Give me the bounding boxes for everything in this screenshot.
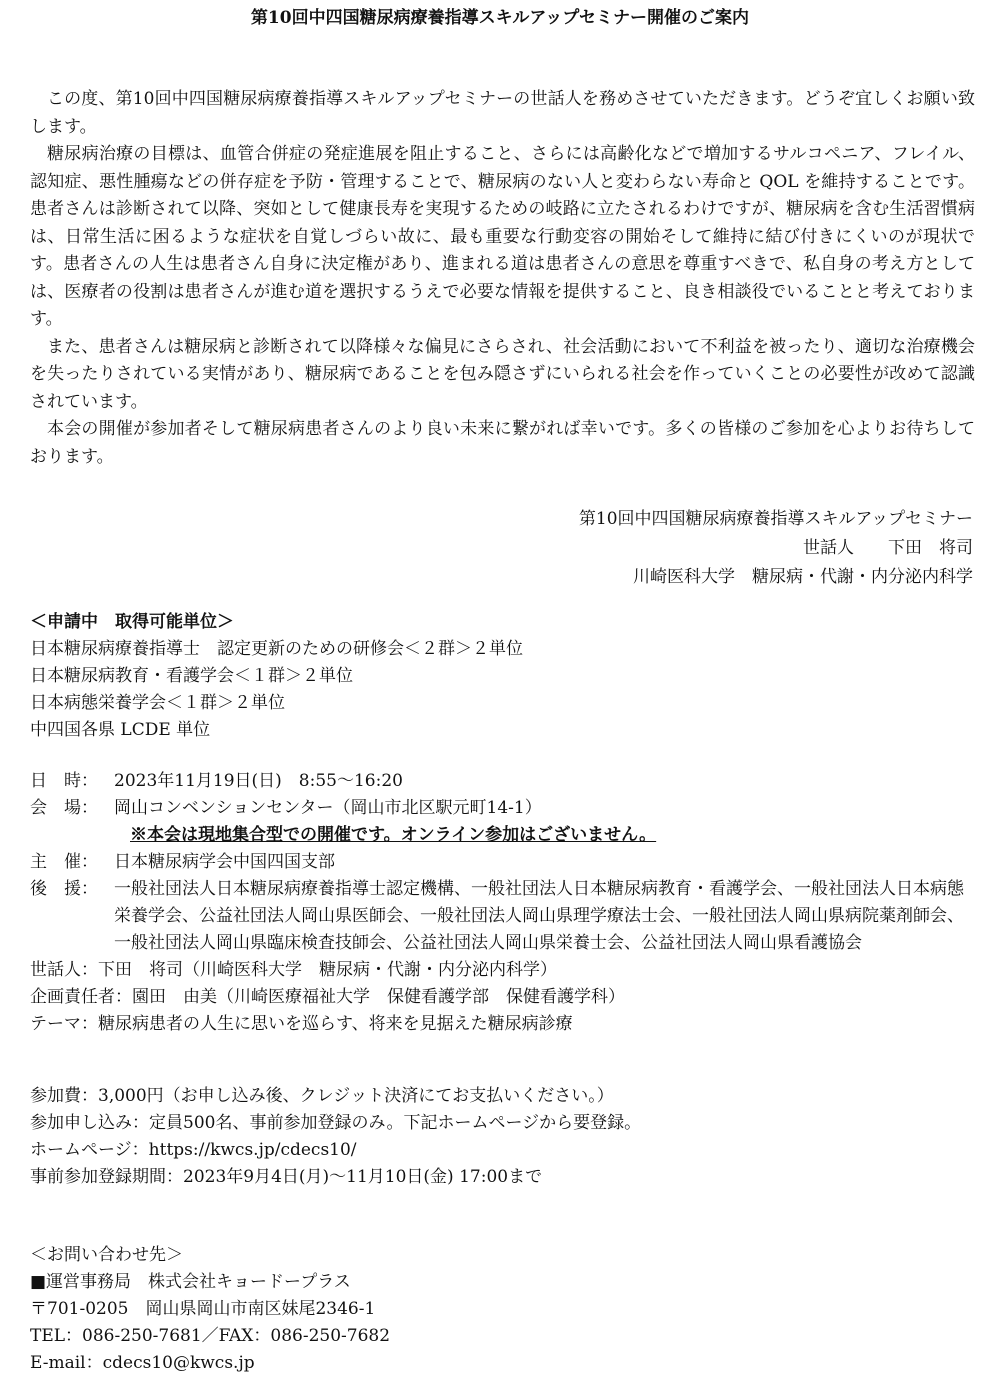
homepage-link[interactable]: https://kwcs.jp/cdecs10/: [148, 1140, 357, 1160]
homepage-line: [30, 1137, 641, 1164]
contact-address: 〒701-0205 岡山県岡山市南区妹尾2346-1: [30, 1299, 376, 1319]
date-value: 2023年11月19日(日) 8:55～16:20: [114, 771, 403, 791]
signature-affiliation: 川崎医科大学 糖尿病・代謝・内分泌内科学: [633, 567, 973, 587]
support-row: [30, 876, 975, 957]
signature-seminar: 第10回中四国糖尿病療養指導スキルアップセミナー: [578, 509, 973, 529]
theme-value: 糖尿病患者の人生に思いを巡らす、将来を見据えた糖尿病診療: [98, 1014, 573, 1034]
organizer-row: [30, 957, 975, 984]
signature-organizer: 世話人 下田 将司: [803, 538, 973, 558]
signature-block: [579, 505, 973, 592]
credit-item: 中四国各県 LCDE 単位: [30, 720, 211, 740]
application-line: 参加申し込み：定員500名、事前参加登録のみ。下記ホームページから要登録。: [30, 1113, 642, 1133]
contact-heading: ＜お問い合わせ先＞: [30, 1245, 183, 1265]
email-link[interactable]: cdecs10@kwcs.jp: [102, 1353, 255, 1373]
theme-label: テーマ：: [30, 1014, 98, 1034]
registration-period-line: 事前参加登録期間：2023年9月4日(月)～11月10日(金) 17:00まで: [30, 1167, 543, 1187]
intro-paragraph: 本会の開催が参加者そして糖尿病患者さんのより良い未来に繋がれば幸いです。多くの皆様のご参加を心よりお待ちしております。: [30, 419, 975, 467]
intro-section: [30, 86, 975, 471]
host-label: 主 催：: [30, 852, 98, 872]
details-section: [30, 768, 975, 1038]
intro-paragraph: 糖尿病治療の目標は、血管合併症の発症進展を阻止すること、さらには高齢化などで増加するサルコペニア、フレイル、認知症、悪性腫瘍などの併存症を予防・管理することで、糖尿病のない人と変わらない寿命と QOL を維持することです。患者さんは診断されて以降、突如として健康長寿を実現するための岐路に立たされるわけですが、糖尿病を含む生活習慣病は、日常生活に困るような症状を自覚しづらい故に、最も重要な行動変容の開始そして維持に結び付きにくいのが現状です。患者さんの人生は患者さん自身に決定権があり、進まれる道は患者さんの意思を尊重すべきで、私自身の考え方としては、医療者の役割は患者さんが進む道を選択するうえで必要な情報を提供すること、良き相談役でいることと考えております。: [30, 144, 975, 329]
fee-line: 参加費：3,000円（お申し込み後、クレジット決済にてお支払いください。）: [30, 1086, 614, 1106]
support-value: 一般社団法人日本糖尿病療養指導士認定機構、一般社団法人日本糖尿病教育・看護学会、一般社団法人日本病態栄養学会、公益社団法人岡山県医師会、一般社団法人岡山県理学療法士会、一般社団法人岡山県病院薬剤師会、一般社団法人岡山県臨床検査技師会、公益社団法人岡山県栄養士会、公益社団法人岡山県看護協会: [114, 879, 964, 953]
date-row: [30, 768, 975, 795]
planner-row: [30, 984, 975, 1011]
credit-item: 日本病態栄養学会＜１群＞２単位: [30, 693, 285, 713]
page-title: 第10回中四国糖尿病療養指導スキルアップセミナー開催のご案内: [250, 8, 750, 28]
contact-phone-fax: TEL：086-250-7681／FAX：086-250-7682: [30, 1326, 391, 1346]
organizer-value: 下田 将司（川崎医科大学 糖尿病・代謝・内分泌内科学）: [98, 960, 557, 980]
planner-value: 園田 由美（川崎医療福祉大学 保健看護学部 保健看護学科）: [132, 987, 625, 1007]
host-value: 日本糖尿病学会中国四国支部: [114, 852, 335, 872]
credit-item: 日本糖尿病療養指導士 認定更新のための研修会＜２群＞２単位: [30, 639, 523, 659]
fees-section: [30, 1083, 641, 1191]
email-label: E-mail：: [30, 1353, 103, 1373]
contact-email-line: [30, 1350, 390, 1377]
onsite-notice: [30, 822, 975, 849]
planner-label: 企画責任者：: [30, 987, 132, 1007]
homepage-label: ホームページ：: [30, 1140, 149, 1160]
credits-section: [30, 609, 523, 744]
contact-office: ■運営事務局 株式会社キョードープラス: [30, 1272, 351, 1292]
credits-heading: ＜申請中 取得可能単位＞: [30, 612, 234, 632]
intro-paragraph: この度、第10回中四国糖尿病療養指導スキルアップセミナーの世話人を務めさせていただきます。どうぞ宜しくお願い致します。: [30, 89, 975, 137]
venue-value: 岡山コンベンションセンター（岡山市北区駅元町14-1）: [114, 798, 542, 818]
onsite-notice-text: ※本会は現地集合型での開催です。オンライン参加はございません。: [130, 825, 657, 845]
intro-paragraph: また、患者さんは糖尿病と診断されて以降様々な偏見にさらされ、社会活動において不利益を被ったり、適切な治療機会を失ったりされている実情があり、糖尿病であることを包み隠さずにいられる社会を作っていくことの必要性が改めて認識されています。: [30, 336, 975, 412]
organizer-label: 世話人：: [30, 960, 98, 980]
date-label: 日 時：: [30, 771, 98, 791]
host-row: [30, 849, 975, 876]
theme-row: [30, 1011, 975, 1038]
venue-row: [30, 795, 975, 822]
venue-label: 会 場：: [30, 798, 98, 818]
credit-item: 日本糖尿病教育・看護学会＜１群＞２単位: [30, 666, 353, 686]
support-label: 後 援：: [30, 879, 98, 899]
contact-section: [30, 1242, 390, 1377]
